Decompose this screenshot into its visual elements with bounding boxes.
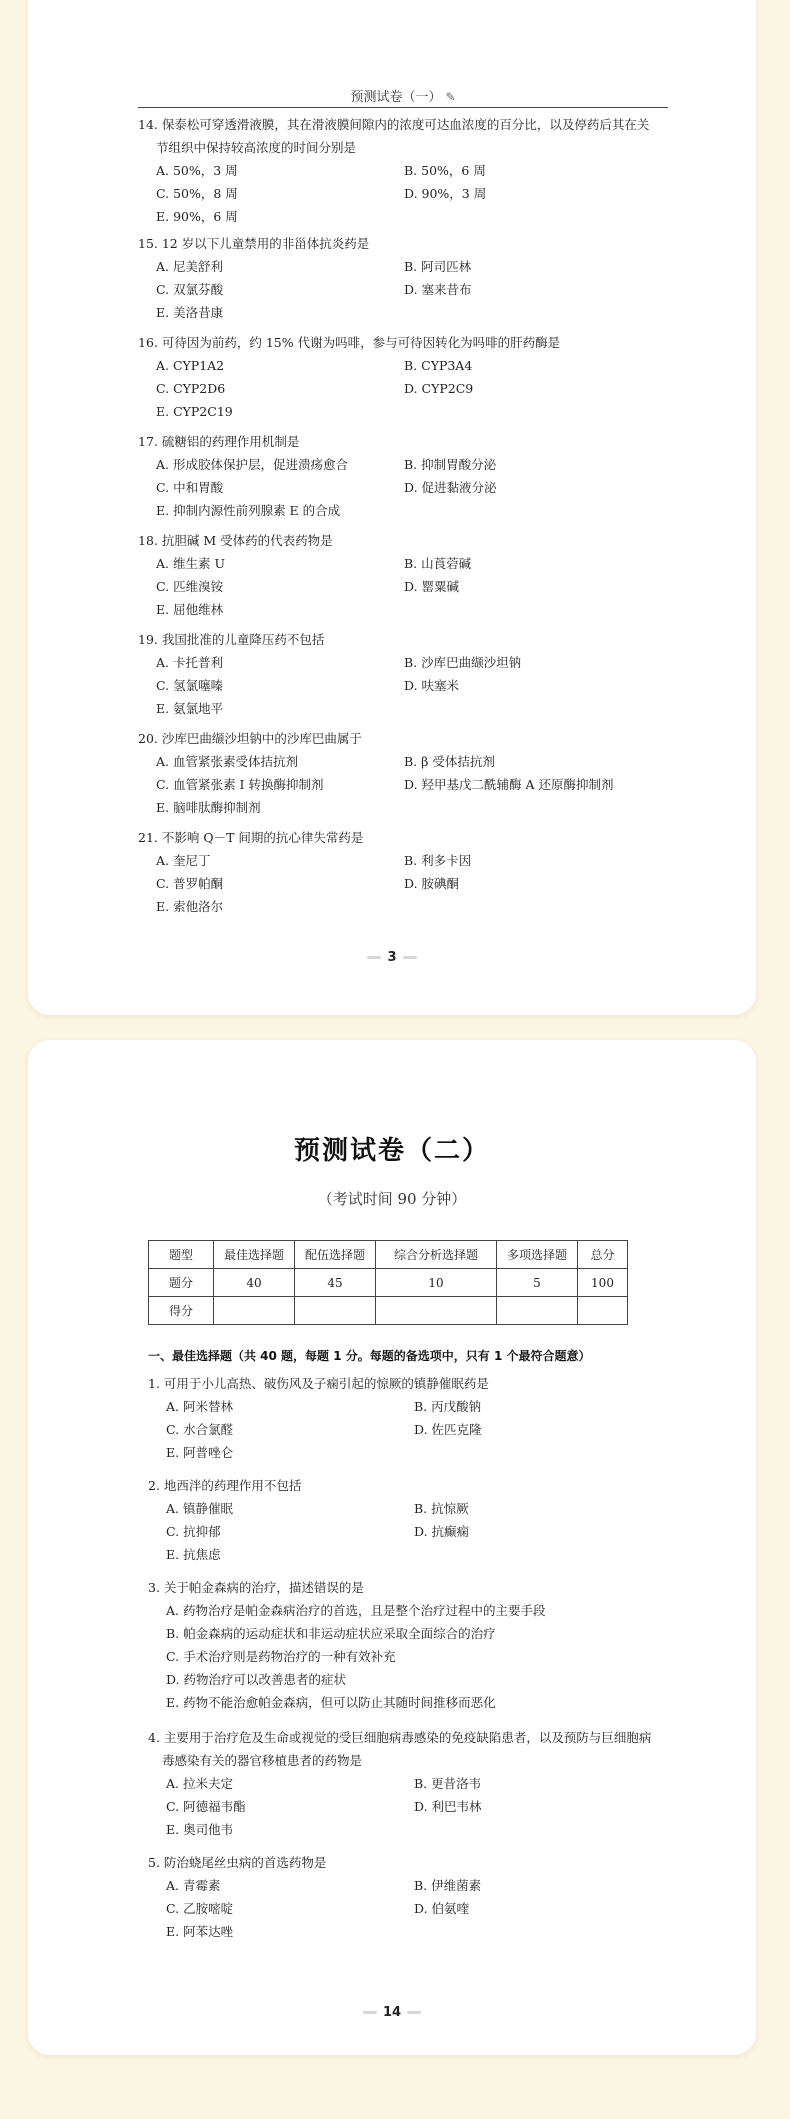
question-21 <box>138 826 678 918</box>
option-b: B. 丙戊酸钠 <box>414 1399 482 1414</box>
option-c: C. 双氯芬酸 <box>156 282 224 297</box>
question-stem: 1. 可用于小儿高热、破伤风及子痫引起的惊厥的镇静催眠药是 <box>148 1376 489 1391</box>
option-b: B. 抗惊厥 <box>414 1501 469 1516</box>
option-d: D. 90%，3 周 <box>404 186 487 201</box>
question-stem: 2. 地西泮的药理作用不包括 <box>148 1478 302 1493</box>
pen-icon: ✎ <box>445 90 456 104</box>
table-cell: 5 <box>497 1269 578 1297</box>
page-number: 14 <box>28 2005 756 2020</box>
option-b: B. 50%，6 周 <box>404 163 486 178</box>
score-input-cell[interactable] <box>214 1297 295 1325</box>
running-head-text: 预测试卷（一） <box>350 90 442 105</box>
question-stem: 18. 抗胆碱 M 受体药的代表药物是 <box>138 533 333 548</box>
table-cell: 题分 <box>149 1269 214 1297</box>
question-stem: 4. 主要用于治疗危及生命或视觉的受巨细胞病毒感染的免疫缺陷患者，以及预防与巨细胞病 <box>148 1730 652 1745</box>
question-stem: 3. 关于帕金森病的治疗，描述错误的是 <box>148 1580 364 1595</box>
option-e: E. 奥司他韦 <box>166 1822 234 1837</box>
option-b: B. 沙库巴曲缬沙坦钠 <box>404 655 522 670</box>
option-c: C. 阿德福韦酯 <box>166 1799 246 1814</box>
option-e: E. 阿普唑仑 <box>166 1445 234 1460</box>
option-c: C. 血管紧张素 I 转换酶抑制剂 <box>156 777 324 792</box>
option-b: B. 帕金森病的运动症状和非运动症状应采取全面综合的治疗 <box>166 1626 496 1641</box>
question-stem-cont: 节组织中保持较高浓度的时间分别是 <box>156 140 357 155</box>
option-b: B. 利多卡因 <box>404 853 472 868</box>
option-a: A. 尼美舒利 <box>156 259 223 274</box>
score-table-score-row <box>149 1297 628 1325</box>
option-a: A. 维生素 U <box>156 556 225 571</box>
paper-title: 预测试卷（二） <box>293 1136 490 1166</box>
question-16 <box>138 331 678 423</box>
option-d: D. 塞来昔布 <box>404 282 472 297</box>
question-3 <box>148 1576 678 1714</box>
page-number: 3 <box>28 950 756 965</box>
table-cell: 总分 <box>578 1241 628 1269</box>
page-card-1 <box>28 0 756 1015</box>
score-input-cell[interactable] <box>497 1297 578 1325</box>
question-stem: 16. 可待因为前药，约 15% 代谢为吗啡，参与可待因转化为吗啡的肝药酶是 <box>138 335 561 350</box>
option-d: D. 抗癫痫 <box>414 1524 470 1539</box>
question-19 <box>138 628 678 720</box>
question-stem: 15. 12 岁以下儿童禁用的非甾体抗炎药是 <box>138 236 370 251</box>
table-cell: 最佳选择题 <box>214 1241 295 1269</box>
running-head <box>138 86 668 108</box>
option-d: D. CYP2C9 <box>404 381 474 396</box>
option-c: C. 50%，8 周 <box>156 186 238 201</box>
option-c: C. 氢氯噻嗪 <box>156 678 224 693</box>
question-stem: 14. 保泰松可穿透滑液膜，其在滑液膜间隙内的浓度可达血浓度的百分比，以及停药后其在关 <box>138 117 650 132</box>
score-table-points-row <box>149 1269 628 1297</box>
table-cell: 40 <box>214 1269 295 1297</box>
question-14 <box>138 113 678 228</box>
question-5 <box>148 1851 678 1943</box>
option-d: D. 胺碘酮 <box>404 876 460 891</box>
option-e: E. 氨氯地平 <box>156 701 224 716</box>
option-d: D. 羟甲基戊二酰辅酶 A 还原酶抑制剂 <box>404 777 614 792</box>
option-d: D. 促进黏液分泌 <box>404 480 497 495</box>
option-e: E. 索他洛尔 <box>156 899 224 914</box>
option-a: A. 阿米替林 <box>166 1399 233 1414</box>
option-b: B. 更昔洛韦 <box>414 1776 482 1791</box>
table-cell: 多项选择题 <box>497 1241 578 1269</box>
option-e: E. 90%，6 周 <box>156 209 238 224</box>
option-e: E. CYP2C19 <box>156 404 233 419</box>
option-a: A. 拉米夫定 <box>166 1776 233 1791</box>
score-table <box>148 1240 628 1325</box>
option-a: A. 卡托普利 <box>156 655 223 670</box>
table-cell: 题型 <box>149 1241 214 1269</box>
question-15 <box>138 232 678 324</box>
option-c: C. CYP2D6 <box>156 381 226 396</box>
option-d: D. 佐匹克隆 <box>414 1422 482 1437</box>
option-e: E. 抑制内源性前列腺素 E 的合成 <box>156 503 341 518</box>
option-a: A. CYP1A2 <box>156 358 225 373</box>
score-input-cell[interactable] <box>578 1297 628 1325</box>
option-a: A. 奎尼丁 <box>156 853 211 868</box>
option-e: E. 脑啡肽酶抑制剂 <box>156 800 261 815</box>
question-4 <box>148 1726 678 1841</box>
option-e: E. 屈他维林 <box>156 602 224 617</box>
option-c: C. 抗抑郁 <box>166 1524 221 1539</box>
option-a: A. 青霉素 <box>166 1878 221 1893</box>
option-d: D. 呋塞米 <box>404 678 460 693</box>
option-b: B. 伊维菌素 <box>414 1878 482 1893</box>
table-cell: 综合分析选择题 <box>376 1241 497 1269</box>
table-cell: 45 <box>295 1269 376 1297</box>
option-d: D. 伯氨喹 <box>414 1901 470 1916</box>
option-e: E. 抗焦虑 <box>166 1547 221 1562</box>
table-cell: 得分 <box>149 1297 214 1325</box>
question-1 <box>148 1372 678 1464</box>
option-c: C. 匹维溴铵 <box>156 579 224 594</box>
section-heading: 一、最佳选择题（共 40 题，每题 1 分。每题的备选项中，只有 1 个最符合题意） <box>148 1349 591 1363</box>
option-c: C. 乙胺嘧啶 <box>166 1901 234 1916</box>
score-table-header-row <box>149 1241 628 1269</box>
question-stem: 17. 硫糖铝的药理作用机制是 <box>138 434 300 449</box>
option-b: B. β 受体拮抗剂 <box>404 754 495 769</box>
option-b: B. CYP3A4 <box>404 358 473 373</box>
option-b: B. 阿司匹林 <box>404 259 472 274</box>
option-d: D. 利巴韦林 <box>414 1799 482 1814</box>
table-cell: 100 <box>578 1269 628 1297</box>
question-20 <box>138 727 678 819</box>
question-stem: 21. 不影响 Q－T 间期的抗心律失常药是 <box>138 830 364 845</box>
question-17 <box>138 430 678 522</box>
question-stem: 5. 防治蛲尾丝虫病的首选药物是 <box>148 1855 327 1870</box>
score-input-cell[interactable] <box>376 1297 497 1325</box>
question-stem-cont: 毒感染有关的器官移植患者的药物是 <box>162 1753 363 1768</box>
table-cell: 10 <box>376 1269 497 1297</box>
option-d: D. 药物治疗可以改善患者的症状 <box>166 1672 347 1687</box>
option-b: B. 山莨菪碱 <box>404 556 472 571</box>
option-e: E. 药物不能治愈帕金森病，但可以防止其随时间推移而恶化 <box>166 1695 496 1710</box>
option-a: A. 镇静催眠 <box>166 1501 233 1516</box>
option-a: A. 50%，3 周 <box>156 163 238 178</box>
question-stem: 19. 我国批准的儿童降压药不包括 <box>138 632 325 647</box>
page-card-2 <box>28 1040 756 2055</box>
table-cell: 配伍选择题 <box>295 1241 376 1269</box>
option-a: A. 药物治疗是帕金森病治疗的首选，且是整个治疗过程中的主要手段 <box>166 1603 546 1618</box>
question-18 <box>138 529 678 621</box>
option-d: D. 罂粟碱 <box>404 579 460 594</box>
option-c: C. 手术治疗则是药物治疗的一种有效补充 <box>166 1649 396 1664</box>
question-2 <box>148 1474 678 1566</box>
option-c: C. 普罗帕酮 <box>156 876 224 891</box>
option-b: B. 抑制胃酸分泌 <box>404 457 497 472</box>
option-e: E. 美洛昔康 <box>156 305 224 320</box>
option-e: E. 阿苯达唑 <box>166 1924 234 1939</box>
option-a: A. 血管紧张素受体拮抗剂 <box>156 754 298 769</box>
option-a: A. 形成胶体保护层，促进溃疡愈合 <box>156 457 348 472</box>
paper-subtitle: （考试时间 90 分钟） <box>317 1190 467 1208</box>
option-c: C. 中和胃酸 <box>156 480 224 495</box>
question-stem: 20. 沙库巴曲缬沙坦钠中的沙库巴曲属于 <box>138 731 362 746</box>
option-c: C. 水合氯醛 <box>166 1422 234 1437</box>
score-input-cell[interactable] <box>295 1297 376 1325</box>
